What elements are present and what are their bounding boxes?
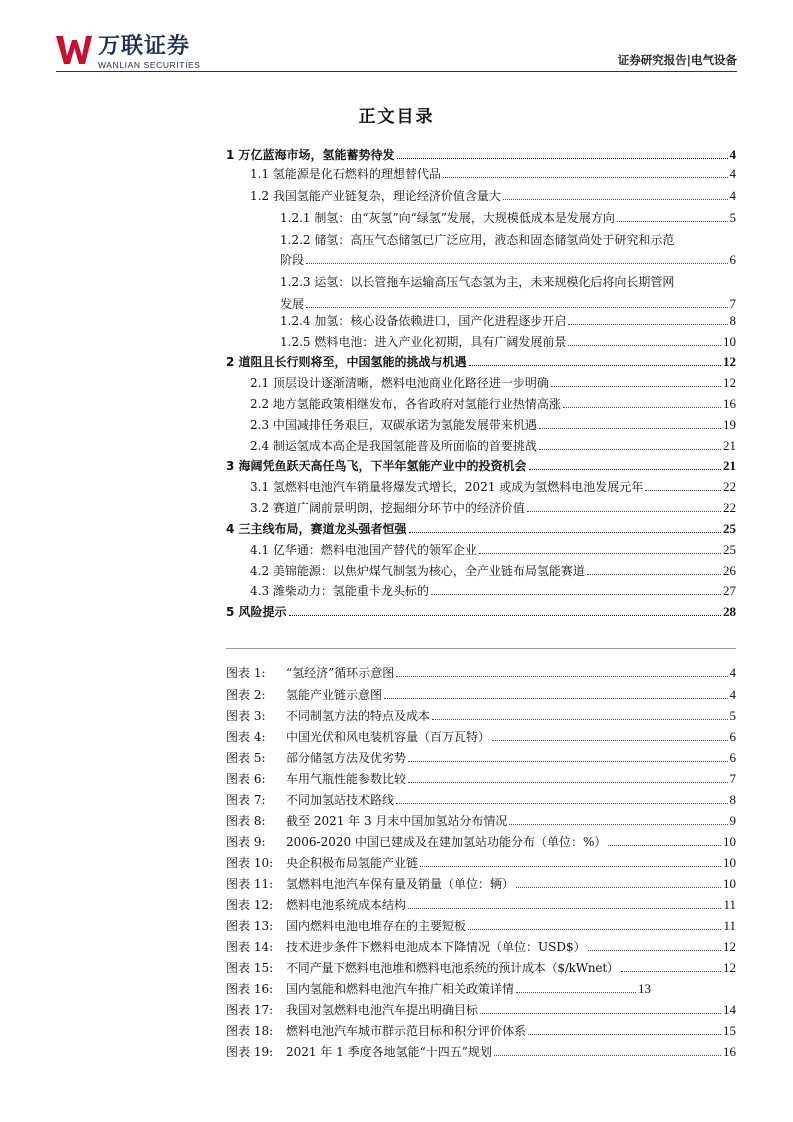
figure-title: 国内氢能和燃料电池汽车推广相关政策详情	[286, 982, 515, 996]
brand-logo	[56, 34, 216, 70]
leader-dots	[539, 428, 721, 429]
figure-label: 图表 9:	[226, 835, 266, 849]
leader-dots	[443, 177, 728, 178]
leader-dots	[551, 386, 721, 387]
toc-entry-page: 10	[723, 334, 736, 349]
figure-label: 图表 11:	[226, 877, 274, 891]
figure-label: 图表 17:	[226, 1003, 274, 1017]
toc-entry-page: 22	[723, 479, 736, 494]
leader-dots	[528, 1034, 721, 1035]
toc-entry[interactable]	[226, 522, 736, 536]
toc-entry[interactable]	[226, 459, 736, 473]
figure-label: 图表 8:	[226, 814, 266, 828]
figure-entry[interactable]	[226, 940, 736, 954]
leader-dots	[432, 719, 727, 720]
toc-entry-page: 25	[723, 521, 736, 536]
toc-entry-label: 5 风险提示	[226, 605, 287, 619]
figure-page: 4	[729, 687, 736, 702]
toc-entry[interactable]	[250, 543, 736, 557]
toc-entry[interactable]	[250, 189, 736, 203]
toc-entry-label: 1.2.5 燃料电池：进入产业化初期，具有广阔发展前景	[280, 335, 567, 349]
figure-title: 燃料电池系统成本结构	[286, 898, 407, 912]
leader-dots	[408, 782, 727, 783]
figure-page: 10	[723, 876, 736, 891]
figure-label: 图表 13:	[226, 919, 274, 933]
leader-dots	[588, 950, 721, 951]
toc-entry-page: 21	[723, 458, 736, 473]
toc-entry[interactable]	[250, 564, 736, 578]
leader-dots	[397, 158, 728, 159]
leader-dots	[396, 676, 727, 677]
figure-page: 8	[729, 792, 736, 807]
figure-page: 5	[729, 708, 736, 723]
toc-entry-label: 1.1 氢能源是化石燃料的理想替代品	[250, 167, 441, 181]
leader-dots	[396, 803, 727, 804]
figure-title: 我国对氢燃料电池汽车提出明确目标	[286, 1003, 479, 1017]
toc-entry[interactable]	[250, 167, 736, 181]
toc-entry[interactable]	[250, 501, 736, 515]
toc-entry-page: 5	[729, 210, 736, 225]
leader-dots	[420, 866, 721, 867]
leader-dots	[645, 490, 721, 491]
toc-entry-label: 2.2 地方氢能政策相继发布，各省政府对氢能行业热情高涨	[250, 397, 561, 411]
leader-dots	[408, 908, 721, 909]
figure-entry[interactable]	[226, 835, 736, 849]
header-divider	[56, 71, 737, 72]
figure-page: 11	[723, 897, 736, 912]
figure-page: 12	[723, 960, 736, 975]
toc-entry-page: 8	[729, 313, 736, 328]
figure-entry[interactable]	[226, 919, 736, 933]
figure-page: 10	[723, 834, 736, 849]
toc-entry-page: 21	[723, 438, 736, 453]
figure-title: 不同产量下燃料电池堆和燃料电池系统的预计成本（$/kWnet）	[286, 961, 619, 975]
toc-entry-label: 1 万亿蓝海市场，氢能蓄势待发	[226, 148, 395, 162]
figure-title: 截至 2021 年 3 月末中国加氢站分布情况	[286, 814, 508, 828]
figure-label: 图表 5:	[226, 751, 266, 765]
leader-dots	[408, 761, 727, 762]
leader-dots	[509, 824, 727, 825]
figure-title: 车用气瓶性能参数比较	[286, 772, 407, 786]
toc-entry-page: 4	[729, 166, 736, 181]
leader-dots	[516, 992, 636, 993]
leader-dots	[568, 324, 727, 325]
leader-dots	[480, 1013, 721, 1014]
toc-entry-page: 28	[723, 604, 736, 619]
toc-entry[interactable]	[250, 397, 736, 411]
figure-page: 12	[723, 939, 736, 954]
figure-title: “氢经济”循环示意图	[286, 666, 395, 680]
leader-dots	[409, 532, 721, 533]
toc-entry-label: 4.2 美锦能源：以焦炉煤气制氢为核心，全产业链布局氢能赛道	[250, 564, 585, 578]
toc-entry-label-cont: 阶段	[280, 253, 305, 267]
toc-entry-label[interactable]: 1.2.2 储氢：高压气态储氢已广泛应用，液态和固态储氢尚处于研究和示范	[280, 233, 675, 247]
figure-title: 国内燃料电池电堆存在的主要短板	[286, 919, 467, 933]
figure-page: 7	[729, 771, 736, 786]
figure-page: 9	[729, 813, 736, 828]
leader-dots	[479, 553, 721, 554]
figure-title: 部分储氢方法及优劣势	[286, 751, 407, 765]
figure-title: 氢能产业链示意图	[286, 688, 383, 702]
wanlian-logo-icon	[56, 34, 92, 66]
toc-entry-page: 22	[723, 500, 736, 515]
figure-entry[interactable]	[226, 1045, 736, 1059]
toc-entry[interactable]	[280, 297, 736, 311]
figure-title: 2006-2020 中国已建成及在建加氢站功能分布（单位：%）	[286, 835, 607, 849]
toc-entry-page: 4	[729, 188, 736, 203]
leader-dots	[587, 574, 721, 575]
toc-entry-label: 4.1 亿华通：燃料电池国产替代的领军企业	[250, 543, 477, 557]
figure-page: 13	[638, 981, 652, 996]
figure-entry[interactable]	[226, 793, 736, 807]
toc-entry-page: 12	[723, 375, 736, 390]
figure-entry[interactable]	[226, 730, 736, 744]
toc-entry-page: 6	[729, 252, 736, 267]
figure-label: 图表 1:	[226, 666, 266, 680]
figure-page: 10	[723, 855, 736, 870]
toc-entry[interactable]	[280, 314, 736, 328]
logo-english-name: WANLIAN SECURITIES	[98, 60, 201, 70]
leader-dots	[617, 221, 728, 222]
figure-entry[interactable]	[226, 982, 736, 996]
page-header	[0, 0, 793, 75]
toc-entry-page: 4	[729, 147, 736, 162]
leader-dots	[306, 307, 727, 308]
toc-entry[interactable]	[280, 335, 736, 349]
figure-label: 图表 15:	[226, 961, 274, 975]
toc-entry-label: 2.4 制运氢成本高企是我国氢能普及所面临的首要挑战	[250, 439, 537, 453]
leader-dots	[503, 199, 728, 200]
logo-chinese-name: 万联证券	[98, 34, 191, 59]
toc-entry-label: 3.1 氢燃料电池汽车销量将爆发式增长，2021 或成为氢燃料电池发展元年	[250, 480, 644, 494]
figure-label: 图表 2:	[226, 688, 266, 702]
leader-dots	[568, 345, 721, 346]
figure-page: 11	[723, 918, 736, 933]
toc-entry[interactable]	[250, 376, 736, 390]
leader-dots	[431, 594, 721, 595]
toc-entry-label: 1.2 我国氢能产业链复杂，理论经济价值含量大	[250, 189, 501, 203]
figure-title: 燃料电池汽车城市群示范目标和积分评价体系	[286, 1024, 527, 1038]
leader-dots	[516, 887, 721, 888]
figure-label: 图表 18:	[226, 1024, 274, 1038]
figure-label: 图表 3:	[226, 709, 266, 723]
section-divider	[226, 648, 736, 649]
leader-dots	[539, 449, 721, 450]
toc-entry[interactable]	[280, 253, 736, 267]
figure-label: 图表 4:	[226, 730, 266, 744]
figure-title: 不同制氢方法的特点及成本	[286, 709, 431, 723]
figure-title: 2021 年 1 季度各地氢能“十四五”规划	[286, 1045, 492, 1059]
toc-entry[interactable]	[226, 355, 736, 369]
figure-page: 14	[723, 1002, 736, 1017]
toc-entry-label-cont: 发展	[280, 297, 305, 311]
figure-title: 中国光伏和风电装机容量（百万瓦特）	[286, 730, 491, 744]
toc-entry-label: 1.2.4 加氢：核心设备依赖进口，国产化进程逐步开启	[280, 314, 567, 328]
leader-dots	[492, 740, 727, 741]
figure-label: 图表 19:	[226, 1045, 274, 1059]
figure-entry[interactable]	[226, 709, 736, 723]
toc-entry-label: 3 海阔凭鱼跃天高任鸟飞，下半年氢能产业中的投资机会	[226, 459, 527, 473]
leader-dots	[289, 615, 721, 616]
figure-entry[interactable]	[226, 772, 736, 786]
figure-label: 图表 7:	[226, 793, 266, 807]
figure-entry[interactable]	[226, 898, 736, 912]
leader-dots	[608, 845, 721, 846]
toc-entry[interactable]	[226, 605, 736, 619]
toc-entry[interactable]	[226, 148, 736, 162]
toc-entry-label: 2.3 中国减排任务艰巨，双碳承诺为氢能发展带来机遇	[250, 418, 537, 432]
toc-entry-label: 1.2.1 制氢：由“灰氢”向“绿氢”发展，大规模低成本是发展方向	[280, 211, 615, 225]
figure-label: 图表 16:	[226, 982, 274, 996]
leader-dots	[527, 511, 721, 512]
figure-page: 6	[729, 750, 736, 765]
figure-label: 图表 12:	[226, 898, 274, 912]
figure-entry[interactable]	[226, 751, 736, 765]
figure-title: 技术进步条件下燃料电池成本下降情况（单位：USD$）	[286, 940, 586, 954]
figure-page: 4	[729, 665, 736, 680]
toc-entry[interactable]	[250, 439, 736, 453]
leader-dots	[494, 1055, 721, 1056]
figure-entry[interactable]	[226, 1003, 736, 1017]
figure-label: 图表 14:	[226, 940, 274, 954]
figure-title: 央企积极布局氢能产业链	[286, 856, 419, 870]
toc-entry-page: 7	[729, 296, 736, 311]
toc-entry-page: 25	[723, 542, 736, 557]
figure-page: 16	[723, 1044, 736, 1059]
leader-dots	[563, 407, 721, 408]
toc-entry-page: 19	[723, 417, 736, 432]
leader-dots	[469, 365, 721, 366]
figure-label: 图表 10:	[226, 856, 274, 870]
figure-title: 不同加氢站技术路线	[286, 793, 395, 807]
figure-page: 15	[723, 1023, 736, 1038]
figure-page: 6	[729, 729, 736, 744]
leader-dots	[468, 929, 721, 930]
figure-entry[interactable]	[226, 1024, 736, 1038]
figure-label: 图表 6:	[226, 772, 266, 786]
toc-entry-page: 16	[723, 396, 736, 411]
figure-entry[interactable]	[226, 666, 736, 680]
figure-entry[interactable]	[226, 814, 736, 828]
toc-entry-label: 2.1 顶层设计逐渐清晰，燃料电池商业化路径进一步明确	[250, 376, 549, 390]
toc-entry-label: 2 道阻且长行则将至，中国氢能的挑战与机遇	[226, 355, 467, 369]
toc-entry-label[interactable]: 1.2.3 运氢：以长管拖车运输高压气态氢为主，未来规模化后将向长期管网	[280, 275, 675, 289]
toc-entry[interactable]	[250, 418, 736, 432]
toc-entry-page: 27	[723, 583, 736, 598]
figure-entry[interactable]	[226, 688, 736, 702]
toc-entry[interactable]	[250, 584, 736, 598]
figure-entry[interactable]	[226, 877, 736, 891]
toc-entry-label: 4.3 潍柴动力：氢能重卡龙头标的	[250, 584, 429, 598]
toc-entry[interactable]	[250, 480, 736, 494]
toc-entry-page: 26	[723, 563, 736, 578]
leader-dots	[306, 263, 727, 264]
toc-entry-page: 12	[723, 354, 736, 369]
page-title: 正文目录	[358, 107, 435, 127]
leader-dots	[384, 698, 727, 699]
leader-dots	[621, 971, 721, 972]
toc-entry[interactable]	[280, 211, 736, 225]
report-type: 证券研究报告|电气设备	[617, 53, 737, 67]
figure-entry[interactable]	[226, 961, 736, 975]
figure-title: 氢燃料电池汽车保有量及销量（单位：辆）	[286, 877, 515, 891]
leader-dots	[529, 469, 721, 470]
figure-entry[interactable]	[226, 856, 736, 870]
toc-entry-label: 4 三主线布局，赛道龙头强者恒强	[226, 522, 407, 536]
toc-entry-label: 3.2 赛道广阔前景明朗，挖掘细分环节中的经济价值	[250, 501, 525, 515]
